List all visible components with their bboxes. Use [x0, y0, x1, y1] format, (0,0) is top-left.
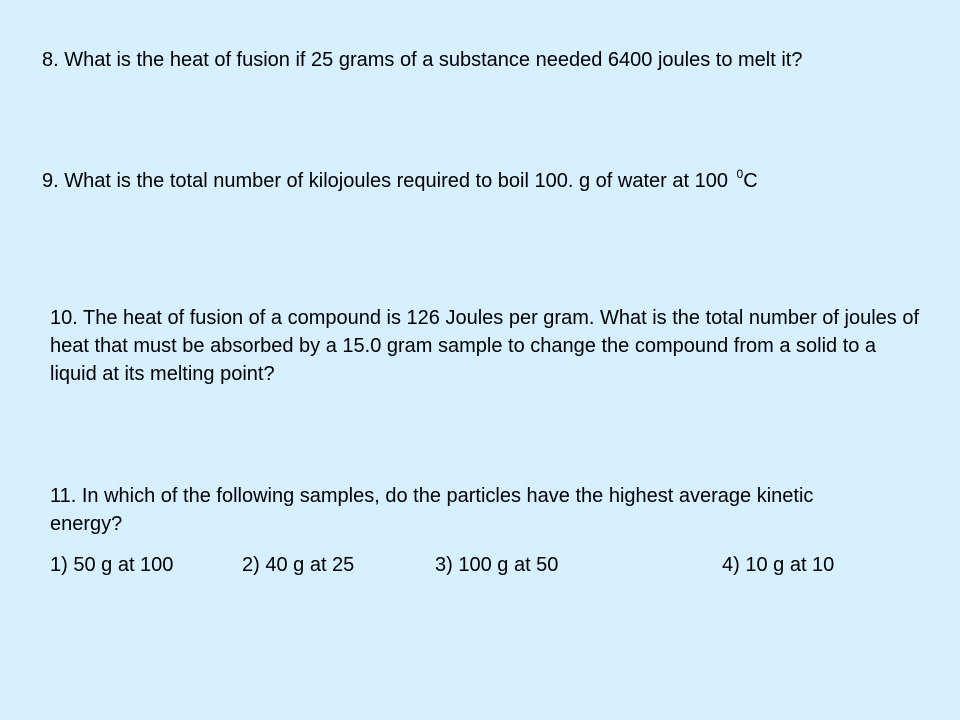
question-9-text: 9. What is the total number of kilojoules required to boil 100. g of water at 100: [42, 170, 734, 192]
choice-3: 3) 100 g at 50: [435, 554, 559, 576]
question-9-superscript: 0: [736, 167, 744, 181]
question-9-unit: C: [743, 170, 758, 192]
choice-1: 1) 50 g at 100: [50, 554, 174, 576]
question-8: 8. What is the heat of fusion if 25 grams of a substance needed 6400 joules to melt it?: [42, 49, 803, 71]
question-10: 10. The heat of fusion of a compound is 126 Joules per gram. What is the total number of joules of heat that must be absorbed by a 15.0 gram sample to change the compound from a solid to a liquid at its melting point?: [50, 307, 920, 385]
answer-choices: [0, 551, 960, 579]
choice-2: 2) 40 g at 25: [242, 554, 355, 576]
question-9: [42, 167, 922, 197]
question-11: 11. In which of the following samples, do the particles have the highest average kinetic energy?: [50, 485, 814, 535]
choice-4: 4) 10 g at 10: [722, 554, 835, 576]
